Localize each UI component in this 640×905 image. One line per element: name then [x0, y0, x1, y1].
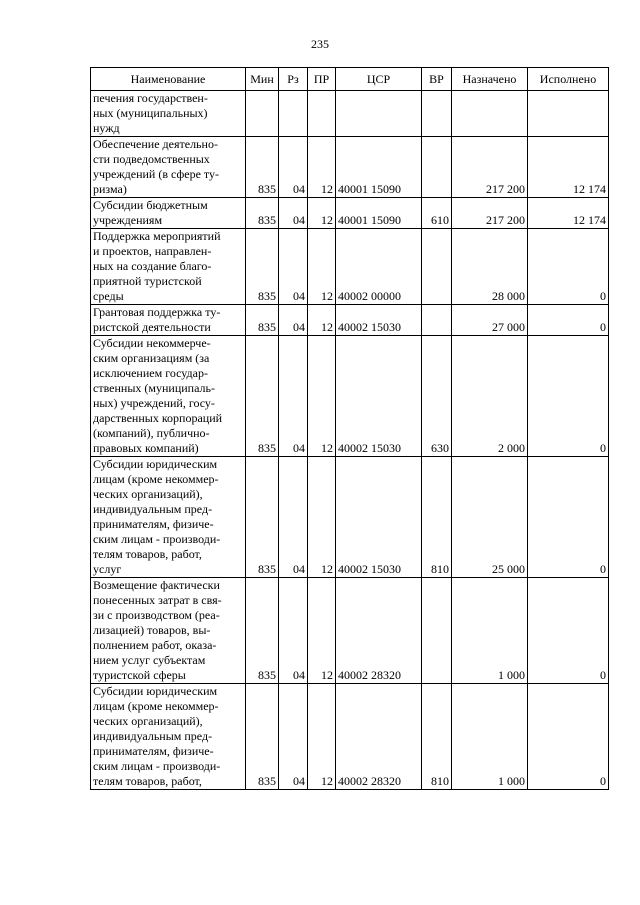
cell-csr: 40002 15030	[336, 305, 422, 336]
cell-rz: 04	[279, 578, 308, 684]
cell-csr: 40001 15090	[336, 198, 422, 229]
cell-name: Поддержка мероприятий и проектов, направлен- ных на создание благо- приятной туристской среды	[91, 229, 246, 305]
cell-pr: 12	[308, 457, 336, 578]
cell-name: Грантовая поддержка ту- ристской деятельности	[91, 305, 246, 336]
cell-executed: 0	[528, 305, 609, 336]
cell-assigned: 28 000	[452, 229, 528, 305]
cell-rz: 04	[279, 336, 308, 457]
cell-min: 835	[246, 198, 279, 229]
cell-csr: 40002 00000	[336, 229, 422, 305]
table-row	[91, 305, 609, 336]
cell-name: Субсидии бюджетным учреждениям	[91, 198, 246, 229]
column-header-pr: ПР	[308, 68, 336, 91]
cell-rz: 04	[279, 684, 308, 790]
cell-vr	[422, 229, 452, 305]
cell-min	[246, 91, 279, 137]
cell-rz: 04	[279, 305, 308, 336]
cell-vr	[422, 91, 452, 137]
cell-pr: 12	[308, 198, 336, 229]
column-header-vr: ВР	[422, 68, 452, 91]
cell-rz	[279, 91, 308, 137]
cell-min: 835	[246, 457, 279, 578]
cell-name: Субсидии юридическим лицам (кроме некоммер- ческих организаций), индивидуальным пред- принимателям, физиче- ским лицам - производи- телям товаров, работ,	[91, 684, 246, 790]
cell-executed: 0	[528, 684, 609, 790]
cell-min: 835	[246, 137, 279, 198]
cell-min: 835	[246, 305, 279, 336]
column-header-rz: Рз	[279, 68, 308, 91]
table-row	[91, 137, 609, 198]
cell-vr	[422, 137, 452, 198]
cell-csr	[336, 91, 422, 137]
cell-name: Субсидии юридическим лицам (кроме некоммер- ческих организаций), индивидуальным пред- принимателям, физиче- ским лицам - производи- телям товаров, работ, услуг	[91, 457, 246, 578]
cell-executed: 12 174	[528, 198, 609, 229]
cell-pr: 12	[308, 305, 336, 336]
table-row	[91, 457, 609, 578]
table-header-row	[91, 68, 609, 91]
column-header-csr: ЦСР	[336, 68, 422, 91]
cell-assigned: 217 200	[452, 137, 528, 198]
table-row	[91, 229, 609, 305]
cell-pr	[308, 91, 336, 137]
cell-assigned: 217 200	[452, 198, 528, 229]
cell-csr: 40002 15030	[336, 336, 422, 457]
cell-vr: 610	[422, 198, 452, 229]
column-header-assigned: Назначено	[452, 68, 528, 91]
cell-name: печения государствен- ных (муниципальных) нужд	[91, 91, 246, 137]
cell-assigned: 2 000	[452, 336, 528, 457]
cell-min: 835	[246, 578, 279, 684]
cell-pr: 12	[308, 684, 336, 790]
table-row	[91, 578, 609, 684]
column-header-executed: Исполнено	[528, 68, 609, 91]
cell-executed: 0	[528, 229, 609, 305]
cell-assigned: 1 000	[452, 578, 528, 684]
cell-csr: 40002 28320	[336, 578, 422, 684]
cell-pr: 12	[308, 229, 336, 305]
cell-csr: 40002 15030	[336, 457, 422, 578]
table-row	[91, 91, 609, 137]
cell-vr: 630	[422, 336, 452, 457]
cell-min: 835	[246, 336, 279, 457]
cell-min: 835	[246, 229, 279, 305]
cell-vr: 810	[422, 684, 452, 790]
table-row	[91, 336, 609, 457]
cell-assigned: 27 000	[452, 305, 528, 336]
cell-rz: 04	[279, 137, 308, 198]
cell-assigned: 25 000	[452, 457, 528, 578]
page-number: 235	[311, 37, 329, 51]
cell-rz: 04	[279, 198, 308, 229]
cell-rz: 04	[279, 457, 308, 578]
cell-executed: 12 174	[528, 137, 609, 198]
cell-name: Возмещение фактически понесенных затрат в свя- зи с производством (реа- лизацией) товаров, вы- полнением работ, оказа- нием услуг субъектам туристской сферы	[91, 578, 246, 684]
cell-pr: 12	[308, 578, 336, 684]
cell-executed: 0	[528, 336, 609, 457]
cell-assigned: 1 000	[452, 684, 528, 790]
cell-csr: 40002 28320	[336, 684, 422, 790]
column-header-name: Наименование	[91, 68, 246, 91]
cell-name: Субсидии некоммерче- ским организациям (за исключением государ- ственных (муниципаль- ных) учреждений, госу- дарственных корпораций (компаний), публично- правовых компаний)	[91, 336, 246, 457]
cell-vr: 810	[422, 457, 452, 578]
cell-name: Обеспечение деятельно- сти подведомственных учреждений (в сфере ту- ризма)	[91, 137, 246, 198]
cell-min: 835	[246, 684, 279, 790]
table-row	[91, 198, 609, 229]
column-header-min: Мин	[246, 68, 279, 91]
cell-pr: 12	[308, 336, 336, 457]
cell-executed	[528, 91, 609, 137]
cell-csr: 40001 15090	[336, 137, 422, 198]
cell-executed: 0	[528, 457, 609, 578]
cell-vr	[422, 305, 452, 336]
cell-executed: 0	[528, 578, 609, 684]
cell-assigned	[452, 91, 528, 137]
table-row	[91, 684, 609, 790]
cell-rz: 04	[279, 229, 308, 305]
budget-table	[90, 67, 609, 790]
cell-vr	[422, 578, 452, 684]
cell-pr: 12	[308, 137, 336, 198]
